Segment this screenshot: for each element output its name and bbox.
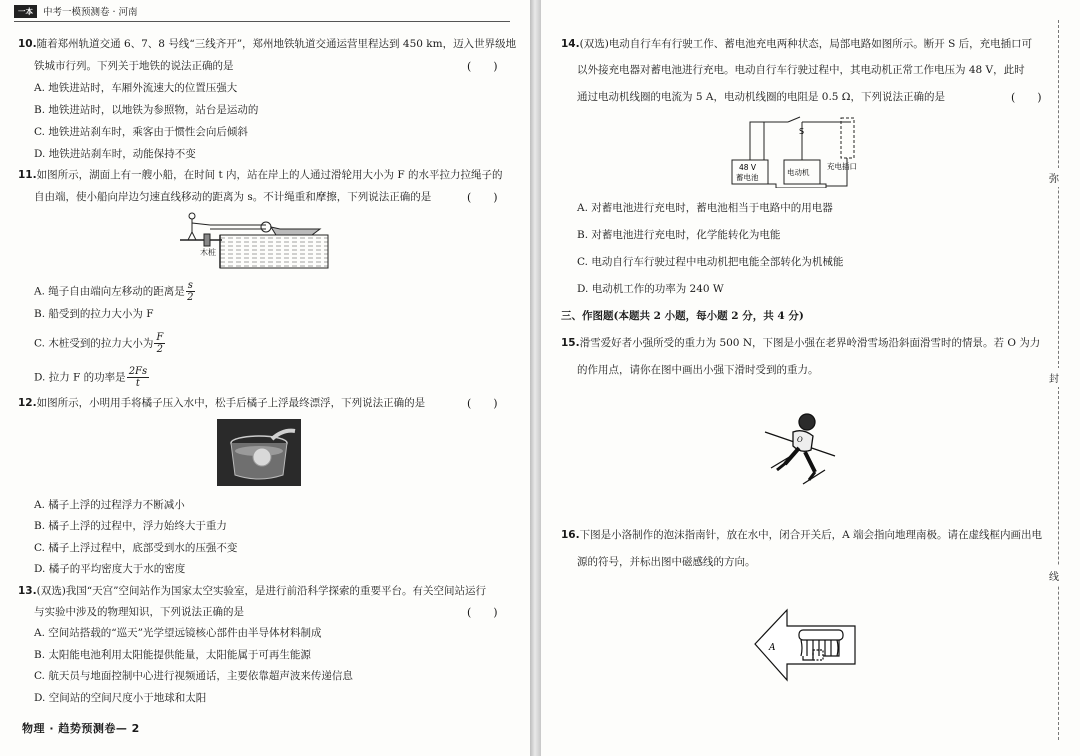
q11-option-a: A. 绳子自由端向左移动的距离是 $\frac{s}{2}$ xyxy=(34,280,194,303)
motor-label: 电动机 xyxy=(787,168,810,177)
pulley-icon xyxy=(261,222,271,232)
q14-stem-line-2: 以外接充电器对蓄电池进行充电。电动自行车行驶过程中，其电动机正常工作电压为 48 V，此时 xyxy=(577,64,1025,76)
q12-option-c: C. 橘子上浮过程中，底部受到水的压强不变 xyxy=(34,542,238,554)
q13-answer-bracket: ( ) xyxy=(467,606,498,619)
q10-option-c: C. 地铁进站刹车时，乘客由于惯性会向后倾斜 xyxy=(34,126,248,138)
page-footer: 物理 · 趋势预测卷— 2 xyxy=(22,722,140,735)
q10-stem-line-2: 铁城市行列。下列关于地铁的说法正确的是 xyxy=(34,60,234,72)
q10-option-b: B. 地铁进站时，以地铁为参照物，站台是运动的 xyxy=(34,104,259,116)
binding-mark-2: 封 xyxy=(1049,368,1059,387)
switch-label: S xyxy=(799,127,805,136)
binding-mark-1: 弥 xyxy=(1049,168,1059,187)
battery-voltage-label: 48 V xyxy=(739,163,757,172)
q14-option-c: C. 电动自行车行驶过程中电动机把电能全部转化为机械能 xyxy=(577,256,844,268)
charging-port-box xyxy=(841,118,854,158)
q10-answer-bracket: ( ) xyxy=(467,60,498,73)
q11-option-b: B. 船受到的拉力大小为 F xyxy=(34,308,154,320)
book-gutter xyxy=(530,0,541,756)
q12-option-d: D. 橘子的平均密度大于水的密度 xyxy=(34,563,186,575)
end-a-label: A xyxy=(769,643,776,653)
wood-stake-label: 木桩 xyxy=(200,248,216,257)
q14-stem-line-1: 14.(双选)电动自行车有行驶工作、蓄电池充电两种状态，局部电路如图所示。断开 S 后，充电插口可 xyxy=(561,38,1033,50)
q16-stem-line-1: 16.下图是小洛制作的泡沫指南针，放在水中，闭合开关后，A 端会指向地理南极。请在虚线框内画出电 xyxy=(561,529,1043,541)
section-3-heading: 三、作图题(本题共 2 小题，每小题 2 分，共 4 分) xyxy=(561,310,804,322)
q13-option-a: A. 空间站搭载的“巡天”光学望远镜核心部件由半导体材料制成 xyxy=(34,627,322,639)
q14-stem-line-3: 通过电动机线圈的电流为 5 A，电动机线圈的电阻是 0.5 Ω，下列说法正确的是 xyxy=(577,91,946,103)
q14-option-d: D. 电动机工作的功率为 240 W xyxy=(577,283,724,295)
person-head xyxy=(189,213,195,219)
pulley-boat-figure xyxy=(180,208,330,270)
binding-mark-3: 线 xyxy=(1049,566,1059,585)
q11-option-c: C. 木桩受到的拉力大小为 $\frac{F}{2}$ xyxy=(34,332,164,355)
q11-stem-line-2: 自由端，使小船向岸边匀速直线移动的距离为 s。不计绳重和摩擦，下列说法正确的是 xyxy=(34,191,432,203)
q10-option-d: D. 地铁进站刹车时，动能保持不变 xyxy=(34,148,196,160)
brand-logo: 一本 xyxy=(14,5,37,18)
q11-answer-bracket: ( ) xyxy=(467,191,498,204)
q15-stem-line-2: 的作用点，请你在图中画出小强下滑时受到的重力。 xyxy=(577,364,819,376)
force-point-label: O xyxy=(797,436,803,444)
left-page xyxy=(0,0,530,756)
switch-s xyxy=(788,117,800,122)
q12-option-b: B. 橘子上浮的过程中，浮力始终大于重力 xyxy=(34,520,227,532)
orange-in-water-photo xyxy=(217,419,301,486)
circuit-diagram xyxy=(726,114,886,188)
charging-port-label: 充电插口 xyxy=(827,162,857,171)
q11-option-d: D. 拉力 F 的功率是 $\frac{2Fs}{t}$ xyxy=(34,366,148,389)
q14-option-a: A. 对蓄电池进行充电时，蓄电池相当于电路中的用电器 xyxy=(577,202,833,214)
q13-option-d: D. 空间站的空间尺度小于地球和太阳 xyxy=(34,692,207,704)
q13-option-b: B. 太阳能电池利用太阳能提供能量，太阳能属于可再生能源 xyxy=(34,649,311,661)
q15-stem-line-1: 15.滑雪爱好者小强所受的重力为 500 N，下图是小强在老界岭滑雪场沿斜面滑雪时的情景。若 O 为力 xyxy=(561,337,1041,349)
q12-answer-bracket: ( ) xyxy=(467,397,498,410)
q14-option-b: B. 对蓄电池进行充电时，化学能转化为电能 xyxy=(577,229,781,241)
q13-option-c: C. 航天员与地面控制中心进行视频通话，主要依靠超声波来传递信息 xyxy=(34,670,353,682)
right-page xyxy=(541,0,1080,756)
q16-stem-line-2: 源的符号，并标出图中磁感线的方向。 xyxy=(577,556,756,568)
skier-figure xyxy=(763,410,843,486)
q10-number: 10. xyxy=(18,38,37,50)
q11-stem-line-1: 11.如图所示，湖面上有一艘小船，在时间 t 内，站在岸上的人通过滑轮用大小为 F 的水平拉力拉绳子的 xyxy=(18,169,503,181)
q12-option-a: A. 橘子上浮的过程浮力不断减小 xyxy=(34,499,185,511)
q14-answer-bracket: ( ) xyxy=(1011,91,1042,104)
page-header xyxy=(14,4,138,18)
q10-option-a: A. 地铁进站时，车厢外流速大的位置压强大 xyxy=(34,82,238,94)
battery-label: 蓄电池 xyxy=(736,173,759,182)
exam-title: 中考一模预测卷 · 河南 xyxy=(43,7,138,18)
q13-stem-line-2: 与实验中涉及的物理知识，下列说法正确的是 xyxy=(34,606,244,618)
q10-stem-line-1: 10.随着郑州轨道交通 6、7、8 号线“三线齐开”，郑州地铁轨道交通运营里程达到 450 km，迈入世界级地 xyxy=(18,38,517,50)
foam-compass-figure xyxy=(753,606,859,684)
q12-stem: 12.如图所示，小明用手将橘子压入水中，松手后橘子上浮最终漂浮，下列说法正确的是 xyxy=(18,397,426,409)
q13-stem-line-1: 13.(双选)我国“天宫”空间站作为国家太空实验室，是进行前沿科学探索的重要平台。有关空间站运行 xyxy=(18,585,487,597)
header-divider xyxy=(14,21,510,22)
